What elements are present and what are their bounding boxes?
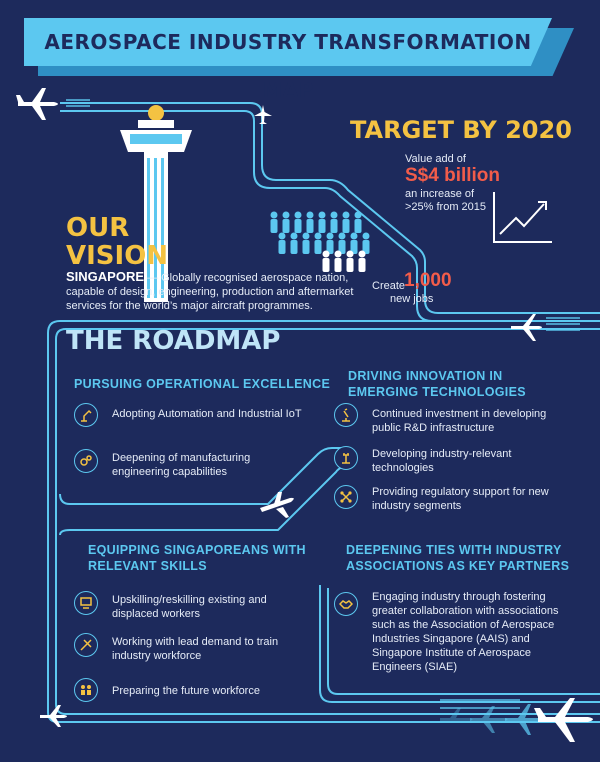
people-crowd-icon [268, 210, 378, 274]
roadmap-item: Engaging industry through fostering greater collaboration with associations such as the Association of Aerospace Industries Singapore (AAIS) and Singapore Institute of Aerospace Engineers (SIAE) [372, 591, 559, 673]
vision-statement [66, 270, 366, 313]
jobs-suffix: new jobs [390, 293, 434, 305]
jobs-prefix: Create [372, 280, 406, 292]
roadmap-item: Providing regulatory support for new industry segments [372, 486, 549, 512]
people-icon [74, 678, 98, 702]
roadmap-item: Upskilling/reskilling existing and displaced workers [112, 594, 267, 620]
lab-equipment-icon [334, 446, 358, 470]
jobs-amount: 1,000 [404, 270, 452, 291]
vision-title-line: VISION [66, 241, 169, 271]
vision-text: — Globally recognised aerospace nation, capable of design, engineering, production and aftermarket services for the world’s major aircraft programmes. [66, 272, 354, 312]
roadmap-item: Continued investment in developing public R&D infrastructure [372, 408, 547, 434]
target-title: TARGET BY 2020 [350, 116, 572, 144]
handshake-icon [334, 592, 358, 616]
gears-icon [74, 449, 98, 473]
robot-arm-icon [74, 403, 98, 427]
roadmap-item: Working with lead demand to train industry workforce [112, 636, 279, 662]
classroom-icon [74, 591, 98, 615]
airplane-icon [507, 310, 547, 344]
value-note: >25% from 2015 [405, 201, 487, 213]
vision-lead: SINGAPORE [66, 269, 145, 284]
section-title: PURSUING OPERATIONAL EXCELLENCE [74, 377, 331, 391]
airplane-icon [256, 490, 300, 522]
roadmap-title: THE ROADMAP [66, 326, 281, 356]
airplane-icon [14, 84, 64, 124]
section-title: DEEPENING TIES WITH INDUSTRY ASSOCIATIONS AS KEY PARTNERS [346, 543, 570, 573]
value-intro: Value add of [405, 153, 466, 165]
value-note: an increase of [405, 188, 475, 200]
page-title: AEROSPACE INDUSTRY TRANSFORMATION MAP [44, 30, 532, 102]
roadmap-item: Preparing the future workforce [112, 685, 260, 697]
growth-chart-icon [490, 190, 554, 246]
roadmap-item: Adopting Automation and Industrial IoT [112, 408, 302, 420]
airplane-icon [38, 700, 72, 730]
section-title: DRIVING INNOVATION IN EMERGING TECHNOLOGIES [348, 369, 526, 399]
value-amount: S$4 billion [405, 165, 501, 186]
roadmap-item: Deepening of manufacturing engineering capabilities [112, 452, 251, 478]
microscope-icon [334, 403, 358, 427]
roadmap-item: Developing industry-relevant technologies [372, 448, 512, 474]
airplane-trail-icon [430, 690, 600, 750]
vision-title-line: OUR [66, 213, 130, 243]
vision-title [66, 214, 168, 270]
drone-icon [334, 485, 358, 509]
tools-icon [74, 633, 98, 657]
airplane-small-icon [252, 104, 274, 126]
section-title: EQUIPPING SINGAPOREANS WITH RELEVANT SKILLS [88, 543, 306, 573]
